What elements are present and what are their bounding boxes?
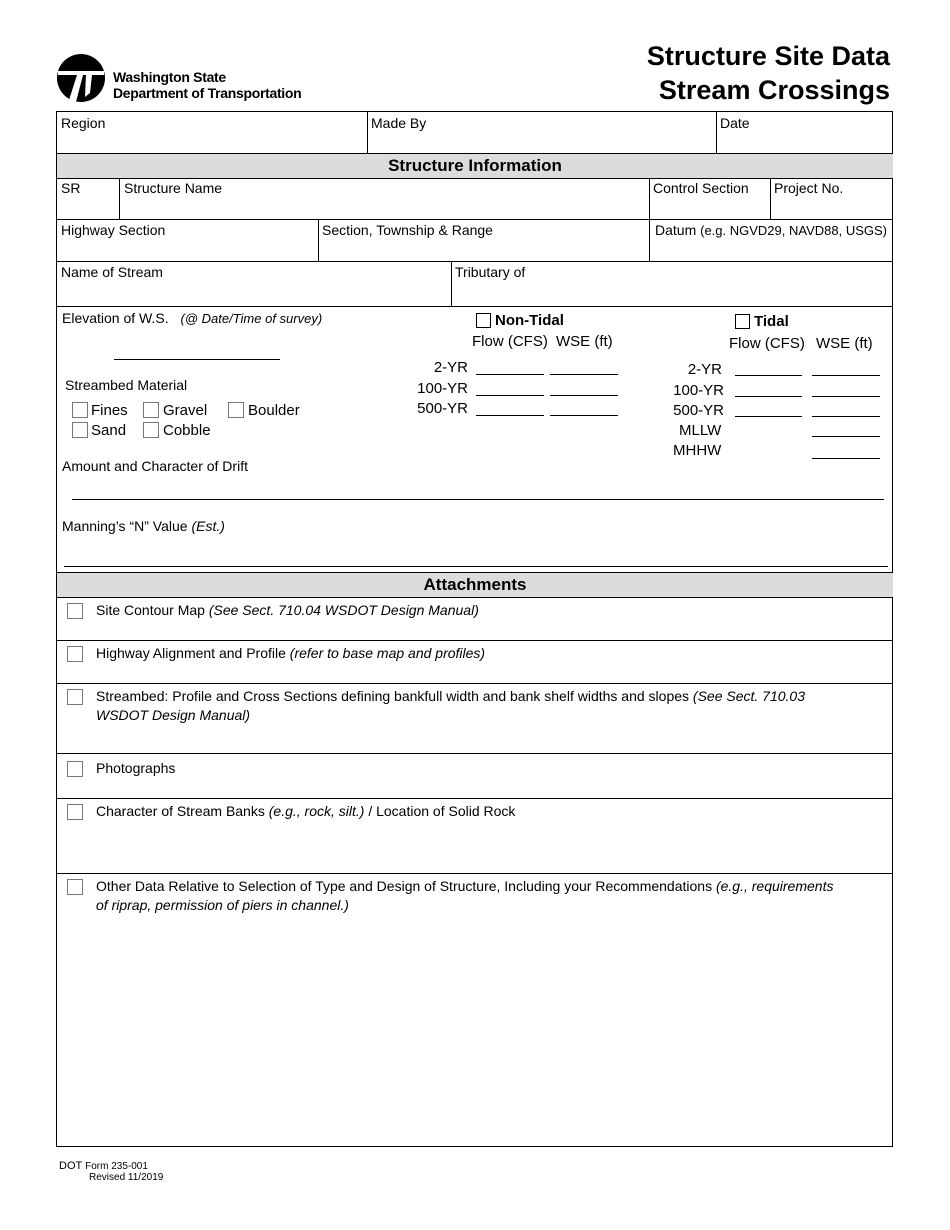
cobble-checkbox[interactable] bbox=[143, 422, 159, 438]
region-label: Region bbox=[61, 115, 106, 131]
form-no: Form 235-001 bbox=[85, 1161, 148, 1172]
tidal-100yr-label: 100-YR bbox=[673, 382, 724, 399]
highway-section-label: Highway Section bbox=[61, 222, 166, 238]
elevation-ws-label bbox=[62, 310, 322, 326]
streambed-material-label: Streambed Material bbox=[65, 377, 188, 393]
attachment-streambed-checkbox[interactable] bbox=[67, 689, 83, 705]
mannings-n-hint: (Est.) bbox=[191, 518, 225, 534]
tidal-mhhw-label: MHHW bbox=[673, 442, 722, 459]
tidal-100yr-wse-field[interactable] bbox=[812, 396, 880, 397]
attachment-site-contour-hint: (See Sect. 710.04 WSDOT Design Manual) bbox=[208, 602, 479, 618]
non-tidal-100yr-flow-field[interactable] bbox=[476, 395, 544, 396]
structure-information-heading: Structure Information bbox=[57, 153, 893, 179]
form-number bbox=[59, 1160, 148, 1172]
attachment-streambed-hint-line2: WSDOT Design Manual) bbox=[96, 707, 251, 723]
date-field[interactable] bbox=[717, 112, 892, 153]
non-tidal-checkbox[interactable] bbox=[476, 313, 491, 328]
wsdot-logo-icon bbox=[56, 53, 106, 103]
attachment-stream-banks-checkbox[interactable] bbox=[67, 804, 83, 820]
form-title-line2: Stream Crossings bbox=[658, 75, 890, 105]
non-tidal-2yr-label: 2-YR bbox=[433, 359, 468, 376]
tidal-mllw-label: MLLW bbox=[679, 422, 722, 439]
non-tidal-100yr-wse-field[interactable] bbox=[550, 395, 618, 396]
structure-name-label: Structure Name bbox=[124, 180, 223, 196]
non-tidal-2yr-flow-field[interactable] bbox=[476, 374, 544, 375]
non-tidal-flow-header: Flow (CFS) bbox=[472, 333, 548, 350]
project-no-label: Project No. bbox=[774, 180, 844, 196]
made-by-field[interactable] bbox=[368, 112, 716, 153]
sr-label: SR bbox=[61, 180, 81, 196]
form-title-line1: Structure Site Data bbox=[646, 41, 890, 71]
date-label: Date bbox=[720, 115, 750, 131]
datum-text: Datum bbox=[655, 222, 697, 238]
tidal-label: Tidal bbox=[754, 313, 789, 330]
structure-name-field[interactable] bbox=[120, 178, 649, 219]
control-section-field[interactable] bbox=[650, 178, 770, 219]
attachment-highway-alignment-text: Highway Alignment and Profile bbox=[96, 645, 286, 661]
attachment-other-data-checkbox[interactable] bbox=[67, 879, 83, 895]
drift-label: Amount and Character of Drift bbox=[62, 458, 248, 474]
name-of-stream-label: Name of Stream bbox=[61, 264, 163, 280]
mannings-n-field[interactable] bbox=[64, 566, 888, 567]
attachment-photographs-label: Photographs bbox=[96, 760, 176, 776]
cobble-label: Cobble bbox=[163, 422, 211, 439]
attachment-photographs-checkbox[interactable] bbox=[67, 761, 83, 777]
attachment-stream-banks-text-after: / Location of Solid Rock bbox=[368, 803, 516, 819]
tidal-checkbox[interactable] bbox=[735, 314, 750, 329]
non-tidal-100yr-label: 100-YR bbox=[417, 380, 468, 397]
fines-label: Fines bbox=[91, 402, 128, 419]
tidal-2yr-wse-field[interactable] bbox=[812, 375, 880, 376]
revised-date: Revised 11/2019 bbox=[89, 1172, 164, 1183]
drift-field[interactable] bbox=[72, 499, 884, 500]
attachment-site-contour-checkbox[interactable] bbox=[67, 603, 83, 619]
elevation-ws-hint: (@ Date/Time of survey) bbox=[180, 311, 323, 326]
attachment-streambed-hint: (See Sect. 710.03 bbox=[692, 688, 805, 704]
tidal-flow-header: Flow (CFS) bbox=[729, 335, 805, 352]
tidal-mhhw-field[interactable] bbox=[812, 458, 880, 459]
attachment-site-contour-label bbox=[96, 602, 479, 618]
mannings-n-label bbox=[62, 518, 225, 534]
non-tidal-500yr-flow-field[interactable] bbox=[476, 415, 544, 416]
project-no-field[interactable] bbox=[771, 178, 892, 219]
name-of-stream-field[interactable] bbox=[57, 262, 451, 306]
wsdot-logo bbox=[56, 52, 356, 104]
attachments-heading: Attachments bbox=[57, 572, 893, 598]
attachment-streambed-text: Streambed: Profile and Cross Sections defining bankfull width and bank shelf widths and slopes bbox=[96, 688, 690, 704]
non-tidal-label: Non-Tidal bbox=[495, 312, 564, 329]
attachment-other-data-hint-line2: of riprap, permission of piers in channel.) bbox=[96, 897, 349, 913]
tidal-2yr-flow-field[interactable] bbox=[735, 375, 802, 376]
agency-name-line1: Washington State bbox=[113, 69, 226, 85]
attachment-highway-alignment-checkbox[interactable] bbox=[67, 646, 83, 662]
non-tidal-500yr-label: 500-YR bbox=[417, 400, 468, 417]
non-tidal-500yr-wse-field[interactable] bbox=[550, 415, 618, 416]
attachment-highway-alignment-hint: (refer to base map and profiles) bbox=[289, 645, 486, 661]
elevation-ws-text: Elevation of W.S. bbox=[62, 310, 169, 326]
boulder-checkbox[interactable] bbox=[228, 402, 244, 418]
attachment-stream-banks-text: Character of Stream Banks bbox=[96, 803, 265, 819]
mannings-n-text: Manning’s “N” Value bbox=[62, 518, 188, 534]
tidal-wse-header: WSE (ft) bbox=[816, 335, 873, 352]
attachment-site-contour-text: Site Contour Map bbox=[96, 602, 205, 618]
tributary-of-field[interactable] bbox=[452, 262, 892, 306]
tributary-of-label: Tributary of bbox=[455, 264, 526, 280]
sand-label: Sand bbox=[91, 422, 127, 439]
datum-hint: (e.g. NGVD29, NAVD88, USGS) bbox=[700, 223, 887, 238]
attachment-other-data-hint: (e.g., requirements bbox=[715, 878, 834, 894]
non-tidal-wse-header: WSE (ft) bbox=[556, 333, 613, 350]
sr-field[interactable] bbox=[57, 178, 119, 219]
fines-checkbox[interactable] bbox=[72, 402, 88, 418]
section-township-range-field[interactable] bbox=[319, 220, 649, 261]
elevation-ws-field[interactable] bbox=[114, 359, 280, 360]
non-tidal-2yr-wse-field[interactable] bbox=[550, 374, 618, 375]
tidal-500yr-wse-field[interactable] bbox=[812, 416, 880, 417]
control-section-label: Control Section bbox=[653, 180, 749, 196]
attachment-other-data-label bbox=[96, 878, 833, 894]
tidal-500yr-label: 500-YR bbox=[673, 402, 724, 419]
form-prefix: DOT bbox=[59, 1160, 83, 1172]
made-by-label: Made By bbox=[371, 115, 427, 131]
tidal-500yr-flow-field[interactable] bbox=[735, 416, 802, 417]
attachment-stream-banks-hint: (e.g., rock, silt.) bbox=[268, 803, 365, 819]
gravel-checkbox[interactable] bbox=[143, 402, 159, 418]
highway-section-field[interactable] bbox=[57, 220, 318, 261]
attachment-other-data-text: Other Data Relative to Selection of Type and Design of Structure, Including your Recommendations bbox=[96, 878, 713, 894]
attachment-highway-alignment-label bbox=[96, 645, 485, 661]
attachment-streambed-label bbox=[96, 688, 805, 704]
boulder-label: Boulder bbox=[248, 402, 300, 419]
section-township-range-label: Section, Township & Range bbox=[322, 222, 493, 238]
sand-checkbox[interactable] bbox=[72, 422, 88, 438]
region-field[interactable] bbox=[57, 112, 367, 153]
tidal-100yr-flow-field[interactable] bbox=[735, 396, 802, 397]
gravel-label: Gravel bbox=[163, 402, 208, 419]
agency-name-line2: Department of Transportation bbox=[113, 85, 302, 101]
tidal-2yr-label: 2-YR bbox=[687, 361, 722, 378]
attachment-stream-banks-label bbox=[96, 803, 515, 819]
datum-field[interactable] bbox=[650, 220, 892, 261]
tidal-mllw-field[interactable] bbox=[812, 436, 880, 437]
other-data-text-area[interactable] bbox=[60, 918, 890, 1144]
